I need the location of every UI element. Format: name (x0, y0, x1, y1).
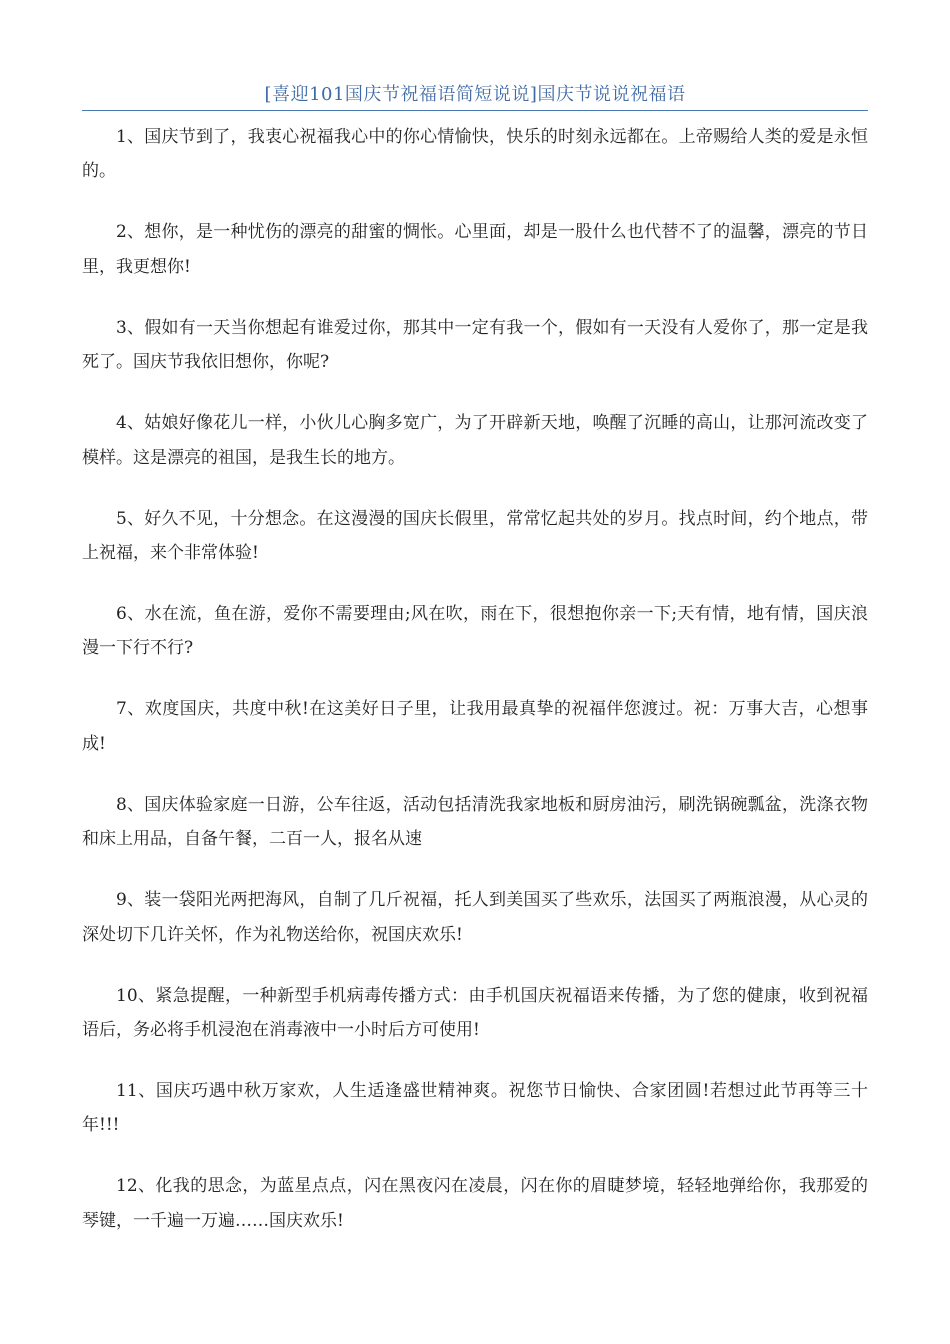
paragraph-4: 4、姑娘好像花儿一样，小伙儿心胸多宽广，为了开辟新天地，唤醒了沉睡的高山，让那河流改变了模样。这是漂亮的祖国，是我生长的地方。 (82, 413, 868, 468)
paragraph-2: 2、想你，是一种忧伤的漂亮的甜蜜的惆怅。心里面，却是一股什么也代替不了的温馨，漂亮的节日里，我更想你! (82, 222, 868, 277)
paragraph-10: 10、紧急提醒，一种新型手机病毒传播方式：由手机国庆祝福语来传播，为了您的健康，收到祝福语后，务必将手机浸泡在消毒液中一小时后方可使用! (82, 985, 868, 1041)
paragraph-5: 5、好久不见，十分想念。在这漫漫的国庆长假里，常常忆起共处的岁月。找点时间，约个地点，带上祝福，来个非常体验! (82, 508, 868, 564)
article-body (82, 120, 868, 1265)
paragraph-8: 8、国庆体验家庭一日游，公车往返，活动包括清洗我家地板和厨房油污，刷洗锅碗瓢盆，洗涤衣物和床上用品，自备午餐，二百一人，报名从速 (82, 794, 868, 850)
paragraph-3: 3、假如有一天当你想起有谁爱过你，那其中一定有我一个，假如有一天没有人爱你了，那一定是我死了。国庆节我依旧想你，你呢? (82, 317, 868, 373)
paragraph-1: 1、国庆节到了，我衷心祝福我心中的你心情愉快，快乐的时刻永远都在。上帝赐给人类的爱是永恒的。 (82, 127, 868, 182)
paragraph-7: 7、欢度国庆，共度中秋!在这美好日子里，让我用最真挚的祝福伴您渡过。祝：万事大吉，心想事成! (82, 699, 868, 754)
paragraph-9: 9、装一袋阳光两把海风，自制了几斤祝福，托人到美国买了些欢乐，法国买了两瓶浪漫，从心灵的深处切下几许关怀，作为礼物送给你，祝国庆欢乐! (82, 890, 868, 945)
paragraph-6: 6、水在流，鱼在游，爱你不需要理由;风在吹，雨在下，很想抱你亲一下;天有情，地有情，国庆浪漫一下行不行? (82, 604, 868, 659)
paragraph-11: 11、国庆巧遇中秋万家欢，人生适逢盛世精神爽。祝您节日愉快、合家团圆!若想过此节再等三十年!!! (82, 1081, 868, 1136)
page-header (82, 82, 868, 111)
paragraph-12: 12、化我的思念，为蓝星点点，闪在黑夜闪在凌晨，闪在你的眉睫梦境，轻轻地弹给你，我那爱的琴键，一千遍一万遍……国庆欢乐! (82, 1176, 868, 1231)
page-title: [喜迎101国庆节祝福语简短说说]国庆节说说祝福语 (264, 84, 686, 105)
